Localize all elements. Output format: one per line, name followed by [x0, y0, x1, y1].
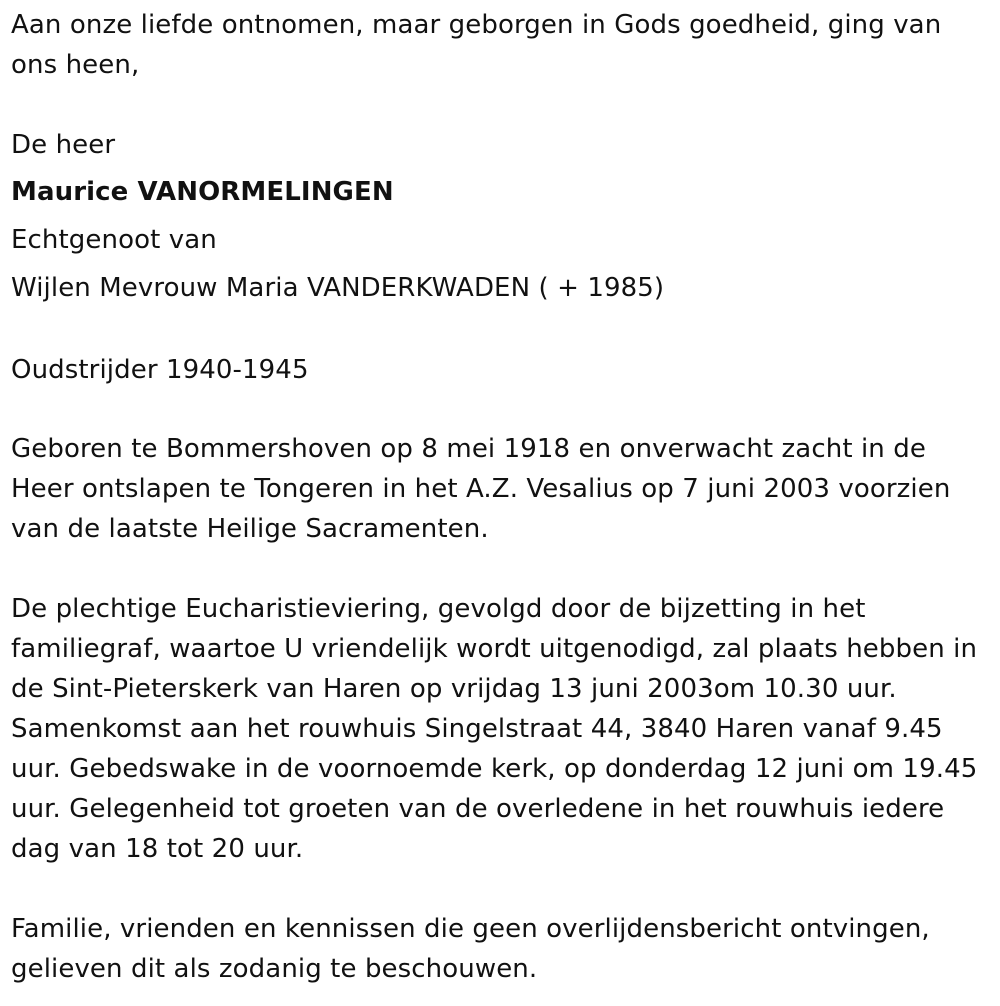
veteran-status: Oudstrijder 1940-1945 — [11, 355, 309, 385]
intro-text: Aan onze liefde ontnomen, maar geborgen in Gods goedheid, ging van ons heen, — [11, 10, 942, 80]
birth-death-paragraph: Geboren te Bommershoven op 8 mei 1918 en onverwacht zacht in de Heer ontslapen te Tongeren in het A.Z. Vesalius op 7 juni 2003 voorzien van de laatste Heilige Sacramenten. — [11, 434, 951, 544]
spouse-label: Echtgenoot van — [11, 225, 217, 255]
spouse-name: Wijlen Mevrouw Maria VANDERKWADEN ( + 1985) — [11, 273, 665, 303]
ceremony-paragraph: De plechtige Eucharistieviering, gevolgd door de bijzetting in het familiegraf, waartoe U vriendelijk wordt uitgenodigd, zal plaats hebben in de Sint-Pieterskerk van Haren op vrijdag 13 juni 2003om 10.30 uur. Samenkomst aan het rouwhuis Singelstraat 44, 3840 Haren vanaf 9.45 uur. Gebedswake in de voornoemde kerk, op donderdag 12 juni om 19.45 uur. Gelegenheid tot groeten van de overledene in het rouwhuis iedere dag van 18 tot 20 uur. — [11, 594, 978, 864]
honorific: De heer — [11, 130, 116, 160]
closing-paragraph: Familie, vrienden en kennissen die geen overlijdensbericht ontvingen, gelieven dit als zodanig te beschouwen. — [11, 914, 930, 984]
deceased-name: Maurice VANORMELINGEN — [11, 177, 394, 207]
